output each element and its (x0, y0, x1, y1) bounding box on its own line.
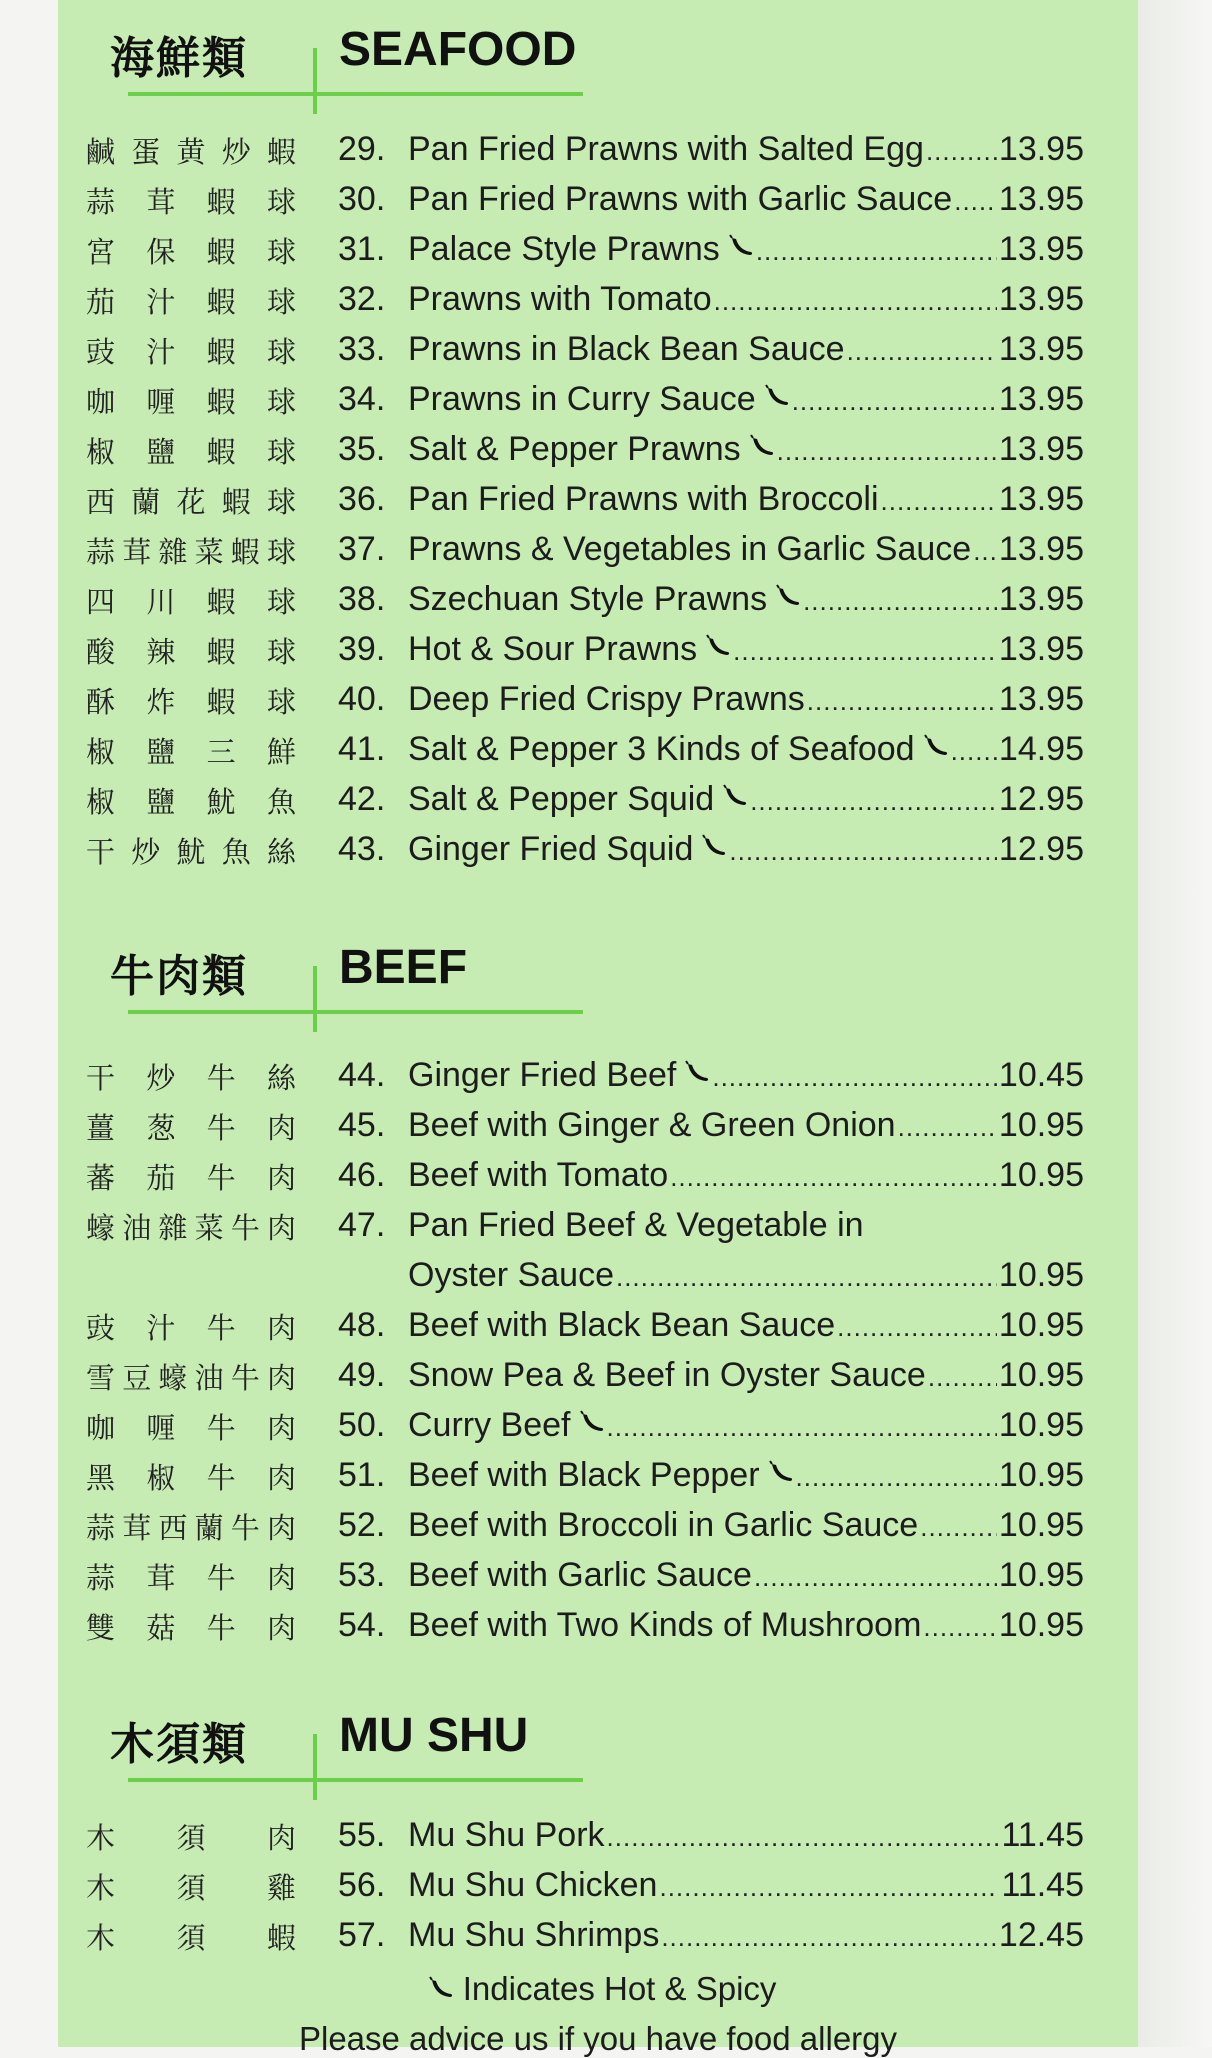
item-name-zh: 蒜 茸 牛 肉 (86, 1561, 296, 1595)
leader-dots (777, 436, 997, 467)
menu-item (58, 726, 1138, 776)
menu-page (58, 0, 1138, 2057)
item-row (408, 330, 1084, 369)
menu-item (58, 1202, 1138, 1302)
item-number: 40. (338, 680, 386, 718)
chili-pepper-icon (428, 1976, 454, 2002)
item-row (408, 530, 1084, 569)
item-name: Beef with Black Pepper (408, 1456, 760, 1494)
item-name-zh: 蕃 茄 牛 肉 (86, 1161, 296, 1195)
leader-dots (954, 186, 997, 217)
section-seafood (58, 0, 1138, 876)
item-number: 49. (338, 1356, 386, 1394)
chili-pepper-icon (728, 234, 754, 260)
item-number: 50. (338, 1406, 386, 1444)
item-row (408, 580, 1084, 619)
menu-item (58, 1912, 1138, 1962)
chili-pepper-icon (579, 1410, 605, 1436)
item-row (408, 1816, 1084, 1855)
item-name-zh: 干 炒 魷 魚 絲 (86, 835, 296, 869)
item-row (408, 1306, 1084, 1345)
item-number: 55. (338, 1816, 386, 1854)
menu-item (58, 676, 1138, 726)
item-name-zh: 干 炒 牛 絲 (86, 1061, 296, 1095)
item-number: 38. (338, 580, 386, 618)
section-title-en: BEEF (339, 941, 468, 994)
chili-pepper-icon (775, 584, 801, 610)
item-number: 42. (338, 780, 386, 818)
item-price: 10.95 (998, 1106, 1084, 1144)
item-name-zh: 酥 炸 蝦 球 (86, 685, 296, 719)
item-name: Deep Fried Crispy Prawns (408, 680, 805, 718)
section-header (58, 1686, 1138, 1786)
item-price: 14.95 (998, 730, 1084, 768)
item-price: 13.95 (998, 630, 1084, 668)
header-rule-vertical (313, 966, 317, 1032)
item-name: Beef with Two Kinds of Mushroom (408, 1606, 922, 1644)
item-price: 12.45 (998, 1916, 1084, 1954)
header-rule-horizontal (128, 92, 583, 96)
item-name: Snow Pea & Beef in Oyster Sauce (408, 1356, 926, 1394)
item-name-zh: 咖 喱 蝦 球 (86, 385, 296, 419)
item-row (408, 830, 1084, 869)
item-row (408, 1506, 1084, 1545)
item-name: Ginger Fried Squid (408, 830, 694, 868)
item-row (408, 280, 1084, 319)
section-header (58, 0, 1138, 100)
item-name: Beef with Tomato (408, 1156, 669, 1194)
item-row (408, 1916, 1084, 1955)
item-name: Curry Beef (408, 1406, 571, 1444)
item-row (408, 630, 1084, 669)
leader-dots (807, 686, 997, 717)
section-title-en: SEAFOOD (339, 23, 577, 76)
item-number: 53. (338, 1556, 386, 1594)
menu-item (58, 776, 1138, 826)
leader-dots (754, 1562, 997, 1593)
item-name: Hot & Sour Prawns (408, 630, 698, 668)
item-name-zh: 雪 豆 蠔 油 牛 肉 (86, 1361, 296, 1395)
item-name: Palace Style Prawns (408, 230, 720, 268)
item-row (408, 180, 1084, 219)
leader-dots (951, 736, 997, 767)
item-number: 29. (338, 130, 386, 168)
item-price: 10.95 (998, 1156, 1084, 1194)
item-name-zh: 蒜 茸 蝦 球 (86, 185, 296, 219)
item-row (408, 1056, 1084, 1095)
spicy-legend (58, 1970, 1138, 2008)
item-row (408, 1156, 1084, 1195)
item-name-zh: 茄 汁 蝦 球 (86, 285, 296, 319)
menu-item (58, 1812, 1138, 1862)
item-number: 54. (338, 1606, 386, 1644)
section-title-en: MU SHU (339, 1709, 529, 1762)
item-name-zh: 蒜 茸 雜 菜 蝦 球 (86, 535, 296, 569)
item-price: 13.95 (998, 530, 1084, 568)
item-name: Salt & Pepper 3 Kinds of Seafood (408, 730, 915, 768)
section-mu-shu (58, 1686, 1138, 1962)
item-row (408, 230, 1084, 269)
leader-dots (659, 1872, 999, 1903)
item-name: Prawns with Tomato (408, 280, 712, 318)
item-row (408, 430, 1084, 469)
item-price: 13.95 (998, 230, 1084, 268)
item-name-zh: 宮 保 蝦 球 (86, 235, 296, 269)
item-price: 10.95 (998, 1356, 1084, 1394)
chili-pepper-icon (768, 1460, 794, 1486)
item-name-zh: 咖 喱 牛 肉 (86, 1411, 296, 1445)
item-number: 30. (338, 180, 386, 218)
leader-dots (607, 1822, 1000, 1853)
chili-pepper-icon (722, 784, 748, 810)
leader-dots (973, 536, 997, 567)
menu-item (58, 276, 1138, 326)
item-name-zh: 酸 辣 蝦 球 (86, 635, 296, 669)
item-price: 13.95 (998, 380, 1084, 418)
item-number: 44. (338, 1056, 386, 1094)
item-name: Beef with Garlic Sauce (408, 1556, 752, 1594)
item-price: 10.95 (998, 1406, 1084, 1444)
page-edge (1138, 0, 1212, 2047)
item-name: Pan Fried Prawns with Garlic Sauce (408, 180, 953, 218)
item-row (408, 480, 1084, 519)
menu-item (58, 476, 1138, 526)
item-name: Pan Fried Beef & Vegetable in (408, 1206, 864, 1244)
chili-pepper-icon (764, 384, 790, 410)
item-number: 32. (338, 280, 386, 318)
item-name-zh: 椒 鹽 三 鮮 (86, 735, 296, 769)
item-name: Pan Fried Prawns with Salted Egg (408, 130, 924, 168)
leader-dots (729, 836, 997, 867)
menu-item (58, 526, 1138, 576)
menu-item (58, 1452, 1138, 1502)
leader-dots (750, 786, 997, 817)
item-row (408, 1456, 1084, 1495)
item-name-zh: 椒 鹽 蝦 球 (86, 435, 296, 469)
leader-dots (796, 1462, 997, 1493)
item-name-zh: 木 須 蝦 (86, 1921, 296, 1955)
item-list (58, 1052, 1138, 1652)
item-row (408, 730, 1084, 769)
item-name-zh: 豉 汁 牛 肉 (86, 1311, 296, 1345)
item-price: 11.45 (1001, 1816, 1084, 1854)
menu-item (58, 1502, 1138, 1552)
header-rule-vertical (313, 1734, 317, 1800)
section-title-zh: 牛肉類 (110, 951, 248, 1002)
chili-pepper-icon (923, 734, 949, 760)
item-row (408, 1106, 1084, 1145)
leader-dots (670, 1162, 997, 1193)
chili-pepper-icon (705, 634, 731, 660)
menu-item (58, 1552, 1138, 1602)
item-name-cont: Oyster Sauce (408, 1256, 614, 1294)
item-name-zh: 四 川 蝦 球 (86, 585, 296, 619)
menu-item (58, 1602, 1138, 1652)
item-row (408, 130, 1084, 169)
item-price: 13.95 (998, 130, 1084, 168)
leader-dots (837, 1312, 997, 1343)
item-price: 13.95 (998, 430, 1084, 468)
section-title-zh: 木須類 (110, 1719, 248, 1770)
item-price: 13.95 (998, 580, 1084, 618)
section-beef (58, 918, 1138, 1652)
leader-dots (926, 136, 997, 167)
leader-dots (616, 1262, 997, 1293)
item-number: 47. (338, 1206, 386, 1244)
menu-item (58, 176, 1138, 226)
item-name: Mu Shu Pork (408, 1816, 605, 1854)
item-number: 35. (338, 430, 386, 468)
item-number: 56. (338, 1866, 386, 1904)
item-number: 51. (338, 1456, 386, 1494)
item-name-zh: 蠔 油 雜 菜 牛 肉 (86, 1211, 296, 1245)
item-number: 46. (338, 1156, 386, 1194)
item-row (408, 380, 1084, 419)
menu-item (58, 1052, 1138, 1102)
item-price: 10.95 (998, 1606, 1084, 1644)
header-rule-vertical (313, 48, 317, 114)
item-name: Prawns in Black Bean Sauce (408, 330, 845, 368)
item-row (408, 1866, 1084, 1905)
menu-item (58, 376, 1138, 426)
item-row (408, 1556, 1084, 1595)
section-title-zh: 海鮮類 (110, 33, 248, 84)
item-name-zh: 豉 汁 蝦 球 (86, 335, 296, 369)
item-number: 31. (338, 230, 386, 268)
leader-dots (714, 286, 997, 317)
item-row (408, 1356, 1084, 1395)
item-name: Salt & Pepper Prawns (408, 430, 741, 468)
item-name-zh: 黑 椒 牛 肉 (86, 1461, 296, 1495)
item-name: Salt & Pepper Squid (408, 780, 715, 818)
leader-dots (881, 486, 997, 517)
leader-dots (847, 336, 997, 367)
menu-item (58, 226, 1138, 276)
menu-item (58, 1862, 1138, 1912)
item-price: 10.95 (998, 1256, 1084, 1294)
item-name-zh: 薑 葱 牛 肉 (86, 1111, 296, 1145)
menu-item (58, 326, 1138, 376)
leader-dots (756, 236, 997, 267)
item-name: Ginger Fried Beef (408, 1056, 677, 1094)
chili-pepper-icon (701, 834, 727, 860)
item-name: Szechuan Style Prawns (408, 580, 768, 618)
allergy-note: Please advice us if you have food allergy (298, 2020, 898, 2057)
item-price: 10.45 (998, 1056, 1084, 1094)
menu-item (58, 826, 1138, 876)
item-name-zh: 木 須 肉 (86, 1821, 296, 1855)
item-name-zh: 西 蘭 花 蝦 球 (86, 485, 296, 519)
chili-pepper-icon (684, 1060, 710, 1086)
menu-item (58, 1402, 1138, 1452)
item-name: Beef with Broccoli in Garlic Sauce (408, 1506, 919, 1544)
item-number: 34. (338, 380, 386, 418)
item-name: Beef with Black Bean Sauce (408, 1306, 836, 1344)
item-name-zh: 蒜 茸 西 蘭 牛 肉 (86, 1511, 296, 1545)
item-price: 13.95 (998, 330, 1084, 368)
leader-dots (733, 636, 997, 667)
item-name: Pan Fried Prawns with Broccoli (408, 480, 879, 518)
legend-text: Indicates Hot & Spicy (462, 1970, 777, 2007)
item-price: 12.95 (998, 780, 1084, 818)
menu-item (58, 1152, 1138, 1202)
item-row (408, 680, 1084, 719)
item-number: 52. (338, 1506, 386, 1544)
item-number: 43. (338, 830, 386, 868)
item-number: 48. (338, 1306, 386, 1344)
item-list (58, 1812, 1138, 1962)
item-row (408, 1256, 1084, 1295)
section-header (58, 918, 1138, 1018)
item-name: Prawns in Curry Sauce (408, 380, 756, 418)
menu-item (58, 1302, 1138, 1352)
item-name-zh: 雙 菇 牛 肉 (86, 1611, 296, 1645)
item-price: 10.95 (998, 1556, 1084, 1594)
chili-pepper-icon (749, 434, 775, 460)
leader-dots (803, 586, 997, 617)
item-price: 13.95 (998, 680, 1084, 718)
leader-dots (898, 1112, 997, 1143)
item-number: 57. (338, 1916, 386, 1954)
header-rule-horizontal (128, 1778, 583, 1782)
item-row (408, 780, 1084, 819)
item-number: 45. (338, 1106, 386, 1144)
item-name: Prawns & Vegetables in Garlic Sauce (408, 530, 972, 568)
item-name-zh: 鹹 蛋 黄 炒 蝦 (86, 135, 296, 169)
item-price: 13.95 (998, 180, 1084, 218)
leader-dots (607, 1412, 997, 1443)
item-number: 37. (338, 530, 386, 568)
leader-dots (923, 1612, 997, 1643)
leader-dots (712, 1062, 997, 1093)
item-price: 10.95 (998, 1456, 1084, 1494)
menu-item (58, 576, 1138, 626)
menu-item (58, 426, 1138, 476)
menu-item (58, 1102, 1138, 1152)
item-price: 13.95 (998, 480, 1084, 518)
item-name: Mu Shu Shrimps (408, 1916, 660, 1954)
menu-item (58, 1352, 1138, 1402)
item-number: 41. (338, 730, 386, 768)
item-name: Mu Shu Chicken (408, 1866, 658, 1904)
header-rule-horizontal (128, 1010, 583, 1014)
item-list (58, 126, 1138, 876)
item-number: 39. (338, 630, 386, 668)
item-name: Beef with Ginger & Green Onion (408, 1106, 896, 1144)
item-number: 33. (338, 330, 386, 368)
item-price: 10.95 (998, 1506, 1084, 1544)
item-name-zh: 椒 鹽 魷 魚 (86, 785, 296, 819)
leader-dots (920, 1512, 997, 1543)
item-price: 13.95 (998, 280, 1084, 318)
leader-dots (661, 1922, 997, 1953)
menu-item (58, 126, 1138, 176)
item-price: 12.95 (998, 830, 1084, 868)
menu-item (58, 626, 1138, 676)
item-price: 11.45 (1001, 1866, 1084, 1904)
leader-dots (792, 386, 997, 417)
item-price: 10.95 (998, 1306, 1084, 1344)
item-row (408, 1406, 1084, 1445)
leader-dots (928, 1362, 997, 1393)
item-number: 36. (338, 480, 386, 518)
item-name-zh: 木 須 雞 (86, 1871, 296, 1905)
item-row (408, 1606, 1084, 1645)
